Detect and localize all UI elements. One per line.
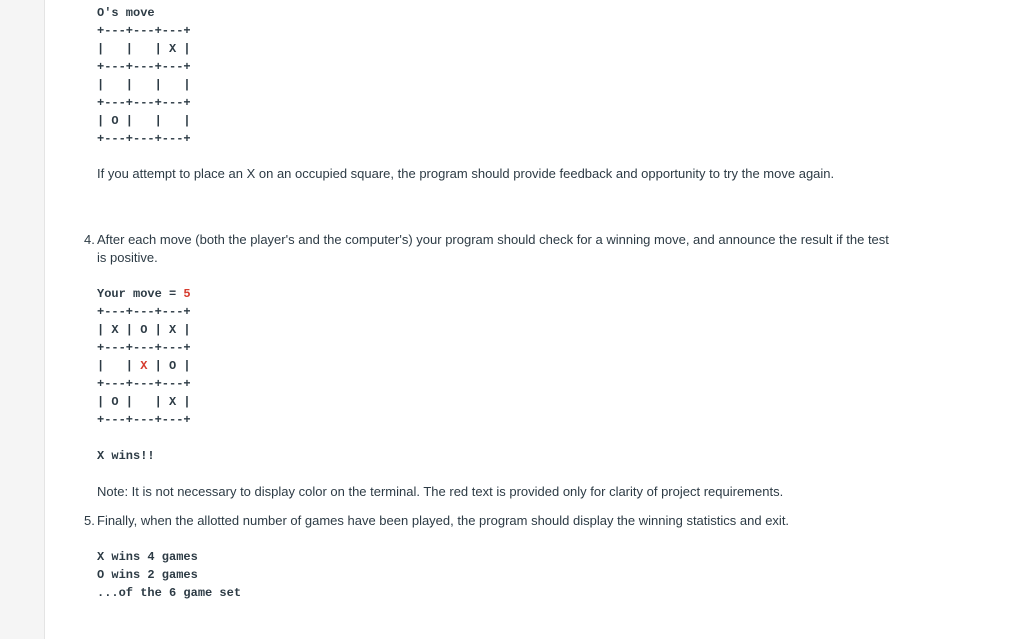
board-line: +---+---+---+	[97, 413, 191, 427]
item-4-number: 4.	[84, 232, 95, 247]
your-move-prompt: Your move =	[97, 287, 184, 301]
occupied-note: If you attempt to place an X on an occupied square, the program should provide feedback and opportunity to try the move again.	[97, 166, 835, 181]
stats-x-wins: X wins 4 games	[97, 550, 198, 564]
board-line: +---+---+---+	[97, 341, 191, 355]
board-line: | O | | X |	[97, 395, 191, 409]
board-line: | | | X |	[97, 42, 191, 56]
o-move-board	[97, 22, 191, 148]
board-line: +---+---+---+	[97, 305, 191, 319]
red-x-mark: X	[140, 359, 148, 373]
win-board	[97, 303, 191, 429]
o-move-header: O's move	[97, 6, 155, 20]
color-note: Note: It is not necessary to display color on the terminal. The red text is provided only for clarity of project requirements.	[97, 484, 784, 499]
board-line: | O | | |	[97, 114, 191, 128]
board-line: +---+---+---+	[97, 96, 191, 110]
board-line: +---+---+---+	[97, 132, 191, 146]
stats-block	[97, 548, 241, 602]
board-line-mid: | | X | O |	[97, 359, 191, 373]
board-line: +---+---+---+	[97, 60, 191, 74]
board-line: | | | |	[97, 78, 191, 92]
board-line: +---+---+---+	[97, 377, 191, 391]
board-line: +---+---+---+	[97, 24, 191, 38]
item-4-text: After each move (both the player's and the computer's) your program should check for a winning move, and announce the result if the test is positive.	[97, 232, 889, 265]
item-5-text: Finally, when the allotted number of games have been played, the program should display the winning statistics and exit.	[97, 513, 790, 528]
board-line: | X | O | X |	[97, 323, 191, 337]
item-5-number: 5.	[84, 513, 95, 528]
your-move-line	[97, 285, 191, 303]
stats-o-wins: O wins 2 games	[97, 568, 198, 582]
left-rail	[0, 0, 45, 639]
your-move-value: 5	[183, 287, 191, 301]
win-result: X wins!!	[97, 449, 155, 463]
stats-game-set: ...of the 6 game set	[97, 586, 242, 600]
